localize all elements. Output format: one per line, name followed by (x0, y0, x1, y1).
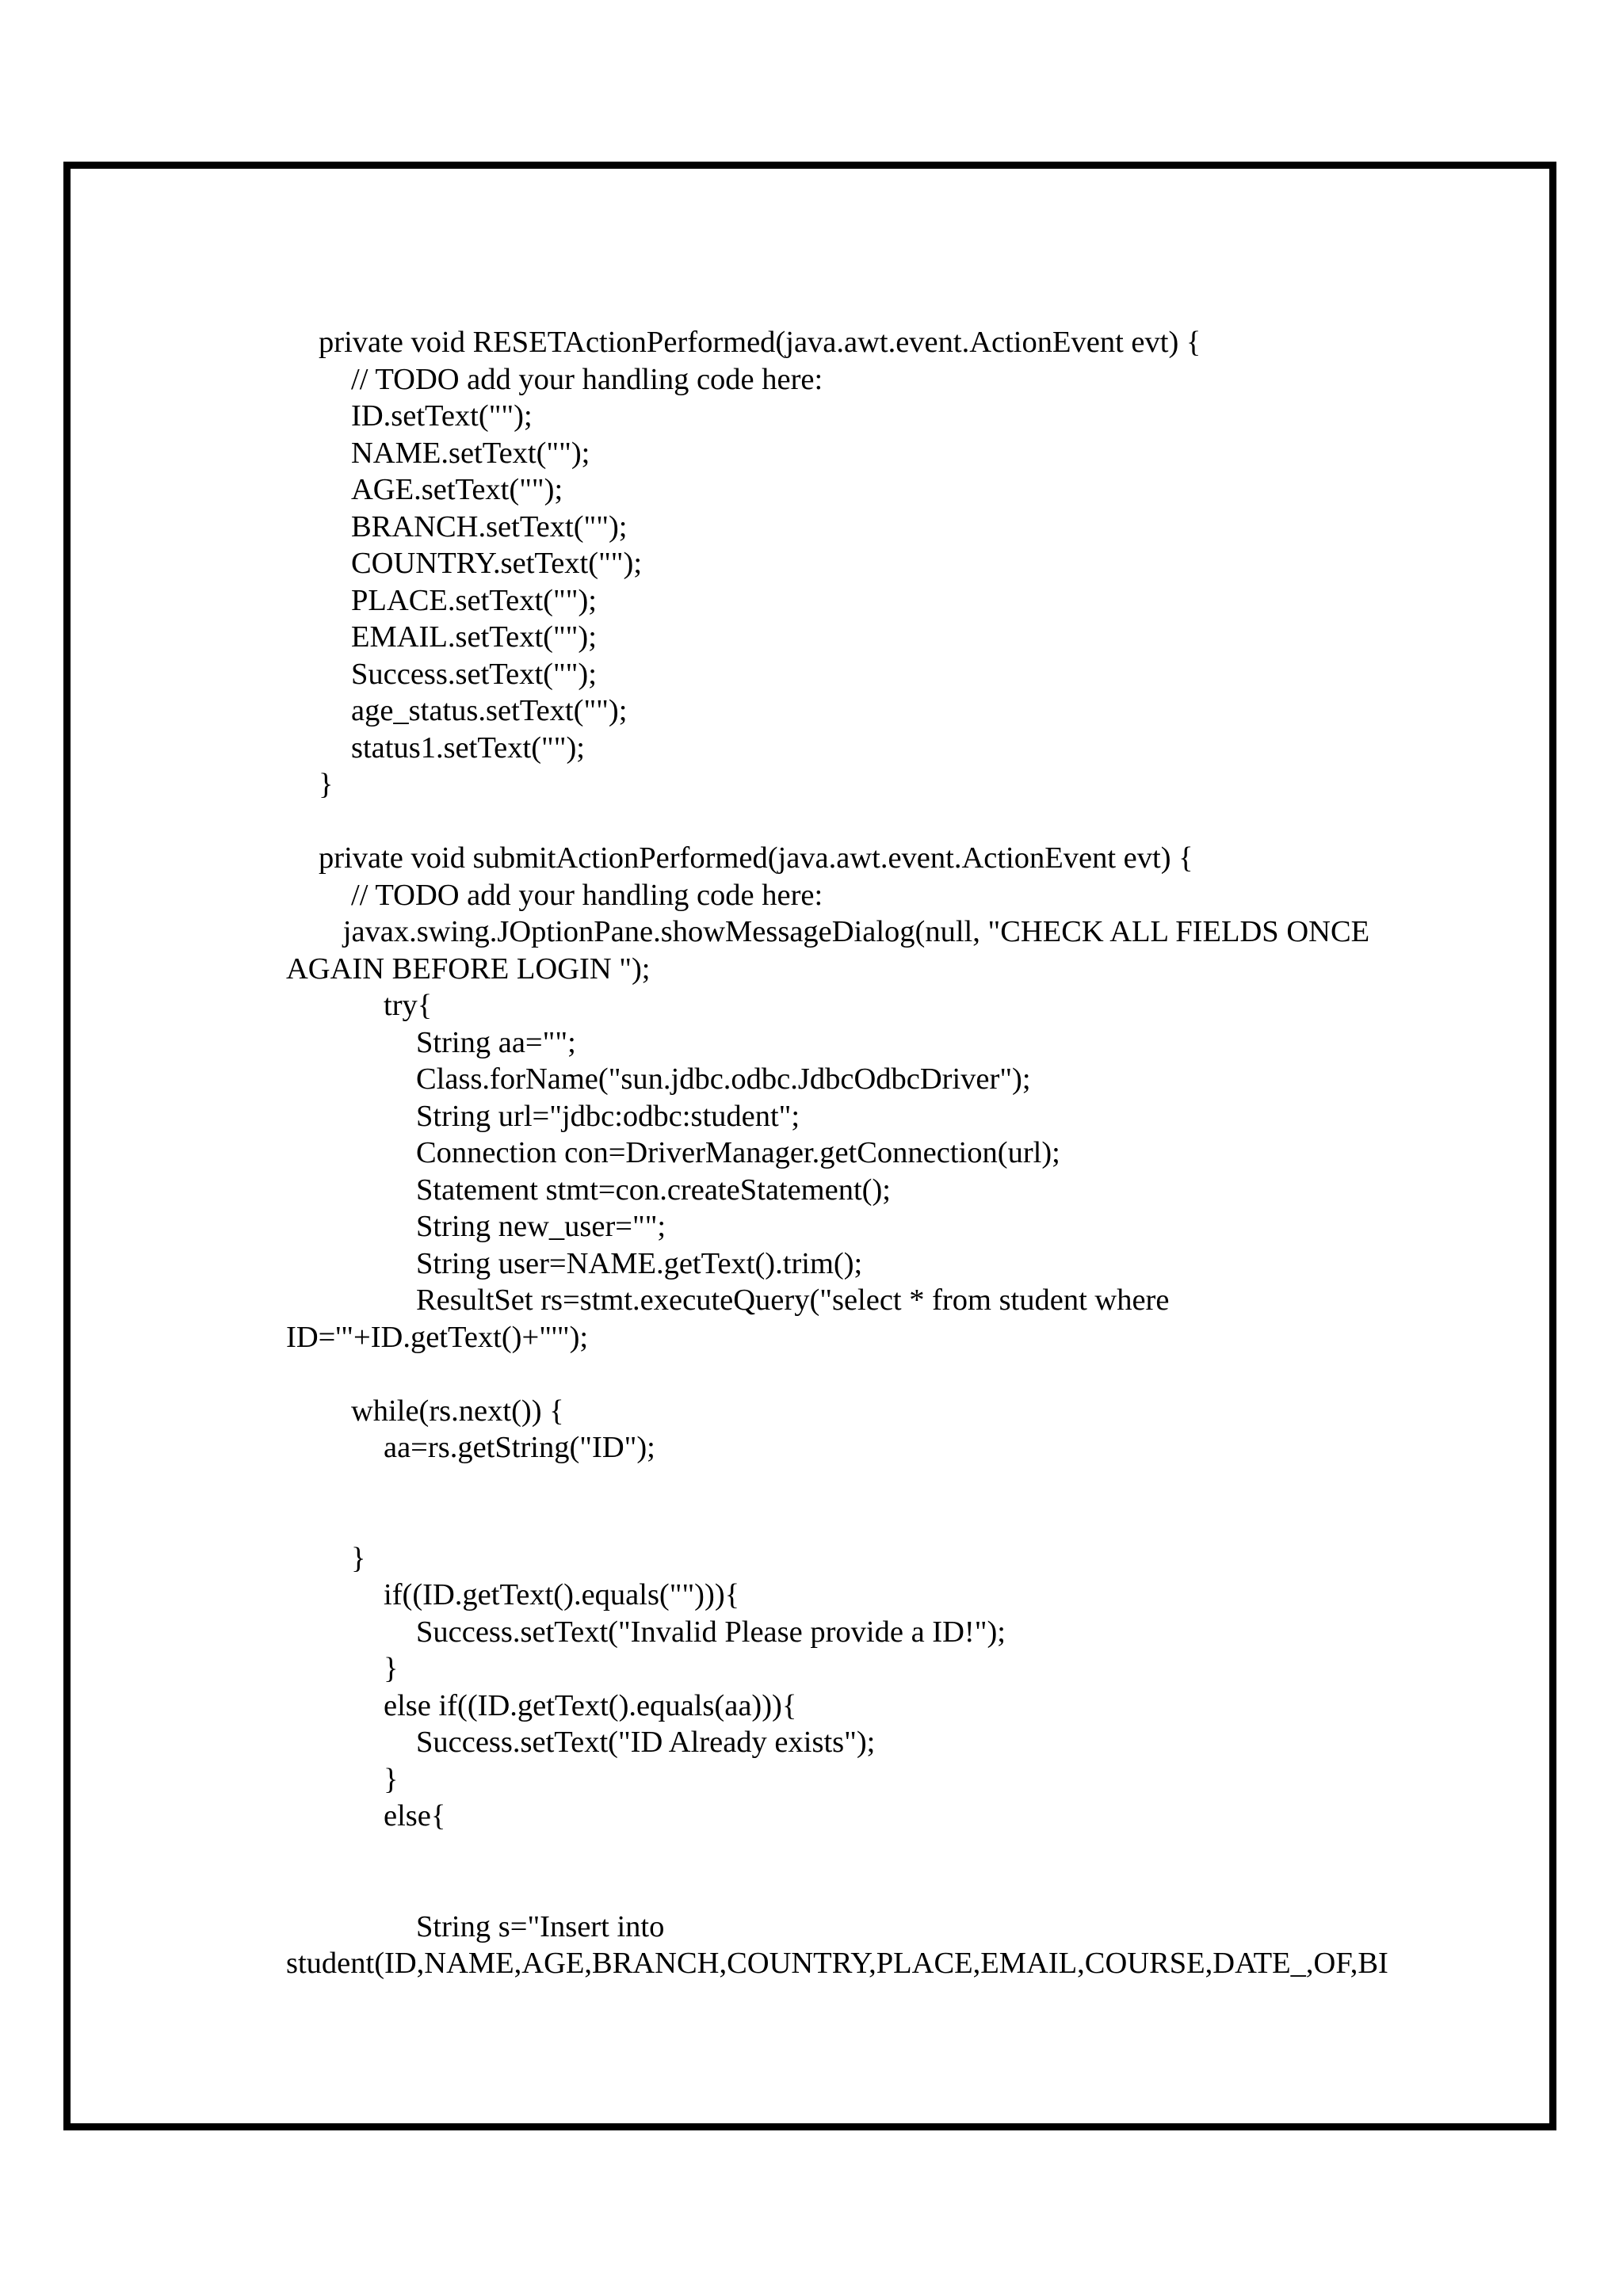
code-line: private void submitActionPerformed(java.awt.event.ActionEvent evt) { (319, 841, 1193, 875)
code-line: status1.setText(""); (351, 730, 585, 765)
code-line: String url="jdbc:odbc:student"; (416, 1099, 800, 1133)
code-line: EMAIL.setText(""); (351, 620, 597, 654)
code-line: Success.setText("Invalid Please provide a ID!"); (416, 1615, 1006, 1649)
code-line: String aa=""; (416, 1025, 576, 1059)
code-line: Success.setText(""); (351, 657, 597, 691)
code-line (286, 803, 1388, 841)
code-line: COUNTRY.setText(""); (351, 547, 643, 580)
code-line: AGAIN BEFORE LOGIN "); (286, 952, 651, 986)
code-line: ID='"+ID.getText()+"'"); (286, 1320, 589, 1354)
code-line: aa=rs.getString("ID"); (384, 1431, 655, 1464)
code-line: } (384, 1762, 399, 1796)
code-line: private void RESETActionPerformed(java.awt.event.ActionEvent evt) { (319, 326, 1201, 359)
code-line: String new_user=""; (416, 1210, 666, 1243)
code-line: // TODO add your handling code here: (351, 878, 823, 912)
code-line: student(ID,NAME,AGE,BRANCH,COUNTRY,PLACE,EMAIL,COURSE,DATE_,OF,BI (286, 1947, 1388, 1980)
code-line: PLACE.setText(""); (351, 583, 597, 617)
code-line: } (351, 1541, 366, 1575)
code-line (286, 1356, 1388, 1393)
code-line: try{ (384, 989, 433, 1022)
code-line: Class.forName("sun.jdbc.odbc.JdbcOdbcDriver"); (416, 1062, 1031, 1096)
code-line: Statement stmt=con.createStatement(); (416, 1173, 892, 1207)
code-line: } (384, 1652, 399, 1685)
code-line: String s="Insert into (416, 1909, 665, 1943)
code-line: Success.setText("ID Already exists"); (416, 1726, 876, 1759)
code-line (286, 1871, 1388, 1909)
code-line: AGE.setText(""); (351, 473, 563, 506)
code-line: age_status.setText(""); (351, 694, 628, 727)
code-line (286, 1466, 1388, 1504)
code-line: NAME.setText(""); (351, 436, 590, 470)
code-line: ResultSet rs=stmt.executeQuery("select * from student where (416, 1283, 1170, 1317)
code-line: Connection con=DriverManager.getConnection(url); (416, 1136, 1060, 1169)
code-line (286, 1503, 1388, 1540)
code-line (286, 1835, 1388, 1872)
code-line: else if((ID.getText().equals(aa))){ (384, 1688, 797, 1722)
code-line: if((ID.getText().equals(""))){ (384, 1578, 740, 1611)
code-line: else{ (384, 1799, 446, 1833)
code-line: while(rs.next()) { (351, 1394, 564, 1428)
code-line: javax.swing.JOptionPane.showMessageDialog(null, "CHECK ALL FIELDS ONCE (342, 915, 1370, 948)
code-line: BRANCH.setText(""); (351, 509, 628, 543)
code-listing (286, 324, 1388, 1982)
code-line: } (319, 768, 334, 801)
code-line: ID.setText(""); (351, 399, 533, 433)
code-line: // TODO add your handling code here: (351, 362, 823, 396)
code-line: String user=NAME.getText().trim(); (416, 1246, 863, 1280)
